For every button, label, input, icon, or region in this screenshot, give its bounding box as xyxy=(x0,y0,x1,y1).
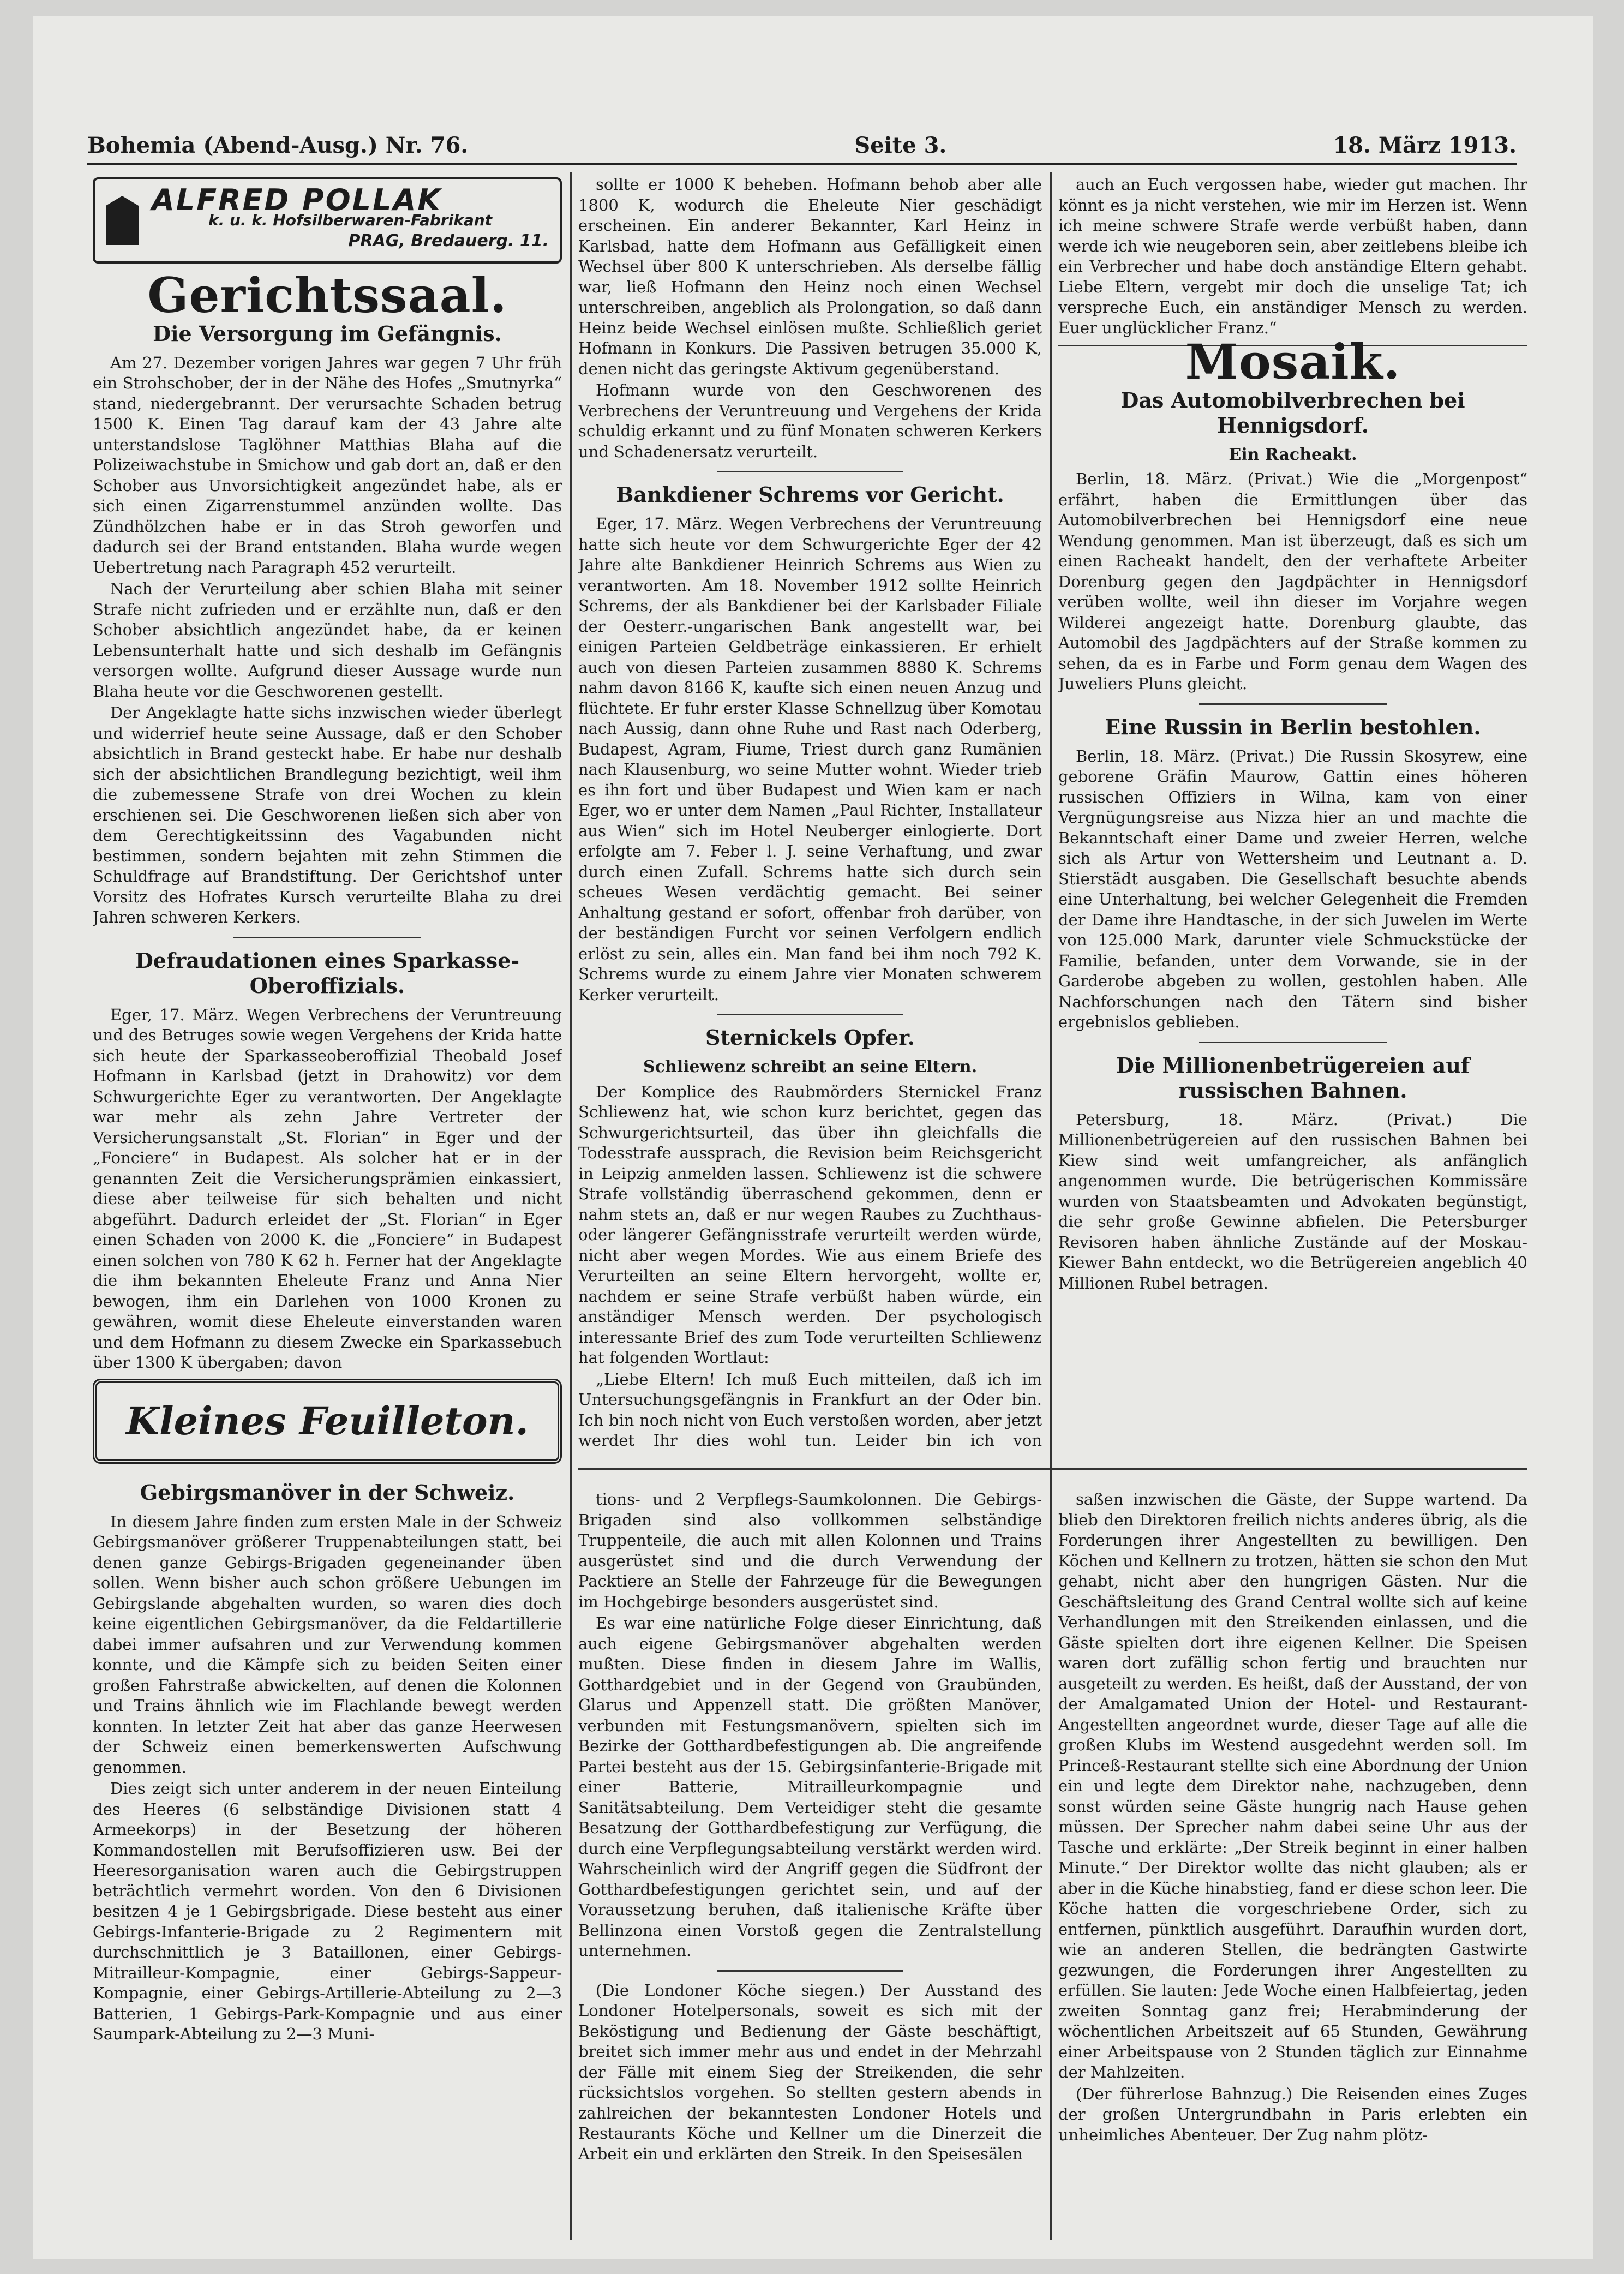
article-paragraph: Es war eine natürliche Folge dieser Einrichtung, daß auch eigene Gebirgsmanöver abgehalten werden mußten. Diese finden in diesem Jahre im Wallis, Gotthardgebiet und in der Gegend von Graubünden, Glarus und Appenzell statt. Die größten Manöver, verbunden mit Festungsmanövern, spielten sich im Bezirke der Gotthardbefestigungen ab. Die angreifende Partei besteht aus der 15. Gebirgsinfanterie-Brigade mit einer Batterie, Mitrailleurkompagnie und Sanitätsabteilung. Dem Verteidiger steht die gesamte Besatzung der Gotthardbefestigung zur Verfügung, die durch eine Verpflegungsabteilung verstärkt werden wird. Wahrscheinlich wird der Angriff gegen die Südfront der Gotthardbefestigungen gerichtet sein, und auf der Voraussetzung beruhen, daß italienische Kräfte über Bellinzona einen Vorstoß gegen die Zentralstellung unternehmen. xyxy=(578,1614,1042,1960)
header-date: 18. März 1913. xyxy=(1333,133,1517,158)
advert-name: ALFRED POLLAK xyxy=(152,182,442,217)
newspaper-page xyxy=(33,16,1593,2259)
article-divider xyxy=(717,1014,903,1015)
section-title-feuilleton: Kleines Feuilleton. xyxy=(93,1379,562,1464)
article-paragraph: Eger, 17. März. Wegen Verbrechens der Veruntreuung und des Betruges sowie wegen Vergehens der Krida hatte sich heute der Sparkasseoberoffizial Theobald Josef Hofmann in Karlsbad (jetzt in Drahowitz) vor dem Schwurgerichte Eger zu verantworten. Der Angeklagte war mehr als zehn Jahre Vertreter der Versicherungsanstalt „St. Florian“ in Eger und der „Fonciere“ in Budapest. Als solcher hat er in der genannten Zeit die Versicherungsprämien einkassiert, diese aber teilweise für sich behalten und nicht abgeführt. Dadurch erleidet der „St. Florian“ in Eger einen Schaden von 2000 K. die „Fonciere“ in Budapest einen solchen von 780 K 62 h. Ferner hat der Angeklagte die ihm bekannten Eheleute Franz und Anna Nier bewogen, ihm ein Darlehen von 1000 Kronen zu gewähren, womit diese Eheleute einverstanden waren und dem Hofmann zu diesem Zwecke ein Sparkassebuch über 1300 K übergaben; davon xyxy=(93,1005,562,1372)
article-divider xyxy=(1199,1042,1387,1043)
article-paragraph: Eger, 17. März. Wegen Verbrechens der Veruntreuung hatte sich heute vor dem Schwurgerichte Eger der 42 Jahre alte Bankdiener Heinrich Schrems aus Wien zu verantworten. Am 18. November 1912 sollte Heinrich Schrems, der als Bankdiener bei der Karlsbader Filiale der Oesterr.-ungarischen Bank angestellt war, bei einigen Parteien Geldbeträge einkassieren. Er erhielt auch von diesen Parteien zusammen 8880 K. Schrems nahm davon 8166 K, kaufte sich einen neuen Anzug und flüchtete. Er fuhr erster Klasse Schnellzug über Komotau nach Aussig, dann ohne Ruhe und Rast nach Oderberg, Budapest, Agram, Fiume, Triest durch ganz Rumänien nach Klausenburg, wo seine Mutter wohnt. Wieder trieb es ihn fort und über Budapest und Wien kam er nach Eger, wo er unter dem Namen „Paul Richter, Installateur aus Wien“ sich im Hotel Neuberger einlogierte. Dort erfolgte am 7. Feber l. J. seine Verhaftung, und zwar durch einen Zufall. Schrems hatte sich durch sein scheues Wesen verdächtig gemacht. Bei seiner Anhaltung gestand er sofort, offenbar froh darüber, von der beständigen Furcht vor seinen Verfolgern endlich erlöst zu sein, alles ein. Man fand bei ihm noch 792 K. Schrems wurde zu einem Jahre vier Monaten schwerem Kerker verurteilt. xyxy=(578,514,1042,1004)
article-paragraph: Der Angeklagte hatte sichs inzwischen wieder überlegt und widerrief heute seine Aussage, daß er den Schober absichtlich in Brand gesteckt habe. Er habe nur deshalb sich der absichtlichen Brandlegung bezichtigt, weil ihm die zubemessene Strafe von drei Wochen zu klein erschienen sei. Die Geschworenen ließen sich aber von dem Gerechtigkeitssinn des Vagabunden nicht bestimmen, sondern bejahten mit zehn Stimmen die Schuldfrage auf Brandstiftung. Der Gerichtshof unter Vorsitz des Hofrates Kursch verurteilte Blaha zu drei Jahren schweren Kerkers. xyxy=(93,703,562,926)
article-paragraph: tions- und 2 Verpflegs-Saumkolonnen. Die Gebirgs-Brigaden sind also vollkommen selbständige Truppenteile, die auch mit allen Kolonnen und Trains ausgerüstet sind und die durch Verwendung der Packtiere an Stelle der Fahrzeuge für die Bewegungen im Hochgebirge besonders ausgerüstet sind. xyxy=(578,1490,1042,1611)
section-title-gerichtssaal: Gerichtssaal. xyxy=(147,267,507,324)
column-3 xyxy=(1058,175,1527,1451)
column-rule-2 xyxy=(1050,172,1052,2240)
header-issue: Bohemia (Abend-Ausg.) Nr. 76. xyxy=(87,133,469,158)
column-rule-1 xyxy=(570,172,572,2240)
article-title-sternickel: Sternickels Opfer. xyxy=(705,1025,915,1050)
section-title-mosaik: Mosaik. xyxy=(1185,333,1401,390)
column-1 xyxy=(93,175,562,2237)
letter-paragraph-end: auch an Euch vergossen habe, wieder gut machen. Ihr könnt es ja nicht verstehen, wie mir im Herzen ist. Wenn ich meine schwere Strafe werde verbüßt haben, dann werde ich wie neugeboren sein, aber zeitlebens bleibe ich ein Verbrecher und habe doch anständige Eltern gehabt. Liebe Eltern, vergebt mir doch die unselige Tat; ich verspreche Euch, ein anständiger Mensch zu werden. Euer unglücklicher Franz.“ xyxy=(1058,175,1527,346)
article-title-schrems: Bankdiener Schrems vor Gericht. xyxy=(616,482,1004,507)
article-paragraph: Am 27. Dezember vorigen Jahres war gegen 7 Uhr früh ein Strohschober, der in der Nähe des Hofes „Smutnyrka“ stand, niedergebrannt. Der verursachte Schaden betrug 1500 K. Einen Tag darauf kam der 43 Jahre alte unterstandslose Taglöhner Matthias Blaha auf die Polizeiwachstube in Smichow und gab dort an, daß er den Schober aus Unvorsichtigkeit angezündet habe, als er sich einen Zigarrenstummel anzünden wollte. Das Zündhölzchen habe er in das Stroh geworfen und dadurch sei der Brand entstanden. Blaha wurde wegen Uebertretung nach Paragraph 452 verurteilt. xyxy=(93,353,562,577)
article-paragraph: Petersburg, 18. März. (Privat.) Die Millionenbetrügereien auf den russischen Bahnen bei Kiew sind weit umfangreicher, als anfänglich angenommen wurde. Die betrügerischen Kommissäre wurden von Staatsbeamten und Advokaten begünstigt, die sehr große Gewinne abfielen. Die Petersburger Revisoren haben ähnliche Zustände auf der Moskau-Kiewer Bahn entdeckt, wo die Betrügereien angeblich 40 Millionen Rubel betragen. xyxy=(1058,1110,1527,1292)
article-paragraph: Nach der Verurteilung aber schien Blaha mit seiner Strafe nicht zufrieden und er erzählte nun, daß er den Schober absichtlich angezündet habe, da er keinen Lebensunterhalt hatte und sich deshalb im Gefängnis versorgen wollte. Aufgrund dieser Aussage wurde nun Blaha heute vor die Geschworenen gestellt. xyxy=(93,579,562,701)
article-paragraph: Berlin, 18. März. (Privat.) Wie die „Morgenpost“ erfährt, haben die Ermittlungen über das Automobilverbrechen bei Hennigsdorf eine neue Wendung genommen. Man ist überzeugt, daß es sich um einen Racheakt handelt, den der verhaftete Arbeiter Dorenburg gegen den Jagdpächter in Hennigsdorf verüben wollte, weil ihn dieser im Vorjahre wegen Wilderei angezeigt hatte. Dorenburg glaubte, das Automobil des Jagdpächters auf der Straße kommen zu sehen, da es in Farbe und Form genau dem Wagen des Juweliers Pluns gleicht. xyxy=(1058,470,1527,693)
article-title-gebirgsmanoever: Gebirgsmanöver in der Schweiz. xyxy=(140,1480,515,1505)
article-title-automobilverbrechen: Das Automobilverbrechen bei Hennigsdorf. xyxy=(1120,387,1465,438)
article-divider xyxy=(1199,703,1387,705)
header-rule xyxy=(87,163,1517,165)
article-paragraph: (Die Londoner Köche siegen.) Der Ausstand des Londoner Hotelpersonals, soweit es sich mit der Beköstigung und Bedienung der Gäste beschäftigt, breitet sich immer mehr aus und endet in der Mehrzahl der Fälle mit einem Sieg der Streikenden, die sehr rücksichtslos vorgehen. So stellten gestern abends in zahlreichen der bekanntesten Londoner Hotels und Restaurants Köche und Kellner um die Dinerzeit die Arbeit ein und erklärten den Streik. In den Speisesälen xyxy=(578,1980,1042,2163)
article-paragraph: Hofmann wurde von den Geschworenen des Verbrechens der Veruntreuung und Vergehens der Krida schuldig erkannt und zu fünf Monaten schweren Kerkers und Schadenersatz verurteilt. xyxy=(578,381,1042,461)
advert-box xyxy=(93,177,562,264)
article-title-versorgung: Die Versorgung im Gefängnis. xyxy=(153,321,502,346)
article-subtitle: Ein Racheakt. xyxy=(1229,445,1357,464)
article-paragraph: In diesem Jahre finden zum ersten Male in der Schweiz Gebirgsmanöver größerer Truppenabteilungen statt, bei denen ganze Gebirgs-Brigaden gegeneinander üben sollen. Wenn bisher auch schon größere Uebungen im Gebirgslande abgehalten wurden, so waren dies doch keine eigentlichen Gebirgsmanöver, da die Feldartillerie dabei immer aufsahren und zur Verwendung kommen konnte, und die Kämpfe sich zu beiden Seiten einer großen Fahrstraße abwickelten, auf denen die Kolonnen und Trains ähnlich wie im Flachlande bewegt werden konnten. In letzter Zeit hat aber das ganze Heerwesen der Schweiz einen bemerkenswerten Aufschwung genommen. xyxy=(93,1512,562,1776)
advert-address: PRAG, Bredauerg. 11. xyxy=(348,231,549,250)
article-title-defraudationen: Defraudationen eines Sparkasse-Oberoffizials. xyxy=(135,948,520,998)
article-title-russin: Eine Russin in Berlin bestohlen. xyxy=(1105,714,1481,739)
column-2-lower xyxy=(578,1489,1042,2237)
article-paragraph: (Der führerlose Bahnzug.) Die Reisenden eines Zuges der großen Untergrundbahn in Paris erlebten ein unheimliches Abenteuer. Der Zug nahm plötz- xyxy=(1058,2084,1527,2144)
letter-paragraph: „Liebe Eltern! Ich muß Euch mitteilen, daß ich im Untersuchungsgefängnis in Frankfurt an der Oder bin. Ich bin noch nicht von Euch verstoßen worden, aber jetzt werdet Ihr dies wohl tun. Leider bin ich von xyxy=(578,1369,1042,1450)
advert-subtitle: k. u. k. Hofsilberwaren-Fabrikant xyxy=(208,211,493,230)
section-divider-rule xyxy=(578,1468,1527,1470)
article-paragraph: Der Komplice des Raubmörders Sternickel Franz Schliewenz hat, wie schon kurz berichtet, gegen das Schwurgerichtsurteil, das über ihn gleichfalls die Todesstrafe aussprach, die Revision beim Reichsgericht in Leipzig anmelden lassen. Schliewenz ist die schwere Strafe vollständig überraschend gekommen, denn er nahm stets an, daß er nur wegen Raubes zu Zuchthaus- oder längerer Gefängnisstrafe verurteilt werden würde, nicht aber wegen Mordes. Wie aus einem Briefe des Verurteilten an seine Eltern hervorgeht, wollte er, nachdem er seine Strafe verbüßt haben würde, ein anständiger Mensch werden. Der psychologisch interessante Brief des zum Tode verurteilten Schliewenz hat folgenden Wortlaut: xyxy=(578,1082,1042,1367)
article-paragraph: sollte er 1000 K beheben. Hofmann behob aber alle 1800 K, wodurch die Eheleute Nier geschädigt erscheinen. Ein anderer Bekannter, Karl Heinz in Karlsbad, hatte dem Hofmann aus Gefälligkeit einen Wechsel über 800 K unterschrieben. Als derselbe fällig war, ließ Hofmann den Heinz noch einen Wechsel unterschreiben, angeblich als Prolongation, so daß dann Heinz beide Wechsel einlösen mußte. Schließlich geriet Hofmann in Konkurs. Die Passiven betrugen 35.000 K, denen nicht das geringste Aktivum gegenüberstand. xyxy=(578,175,1042,378)
article-paragraph: Berlin, 18. März. (Privat.) Die Russin Skosyrew, eine geborene Gräfin Maurow, Gattin eines höheren russischen Offiziers in Wilna, kam von einer Vergnügungsreise aus Nizza hier an und machte die Bekanntschaft einer Dame und zweier Herren, welche sich als Artur von Wettersheim und Leutnant a. D. Stierstädt ausgaben. Die Gesellschaft besuchte abends eine Unterhaltung, bei welcher Gelegenheit die Fremden der Dame ihre Handtasche, in der sich Juwelen im Werte von 125.000 Mark, darunter viele Schmuckstücke der Familie, befanden, unter dem Vorwande, sie in der Garderobe abgeben zu wollen, gestohlen haben. Alle Nachforschungen nach den Tätern sind bisher ergebnislos geblieben. xyxy=(1058,746,1527,1031)
article-subtitle: Schliewenz schreibt an seine Eltern. xyxy=(643,1057,978,1076)
article-title-millionenbetrug: Die Millionenbetrügereien auf russischen Bahnen. xyxy=(1116,1052,1470,1103)
header-page-number: Seite 3. xyxy=(854,133,947,158)
article-divider xyxy=(233,937,421,938)
article-paragraph: Dies zeigt sich unter anderem in der neuen Einteilung des Heeres (6 selbständige Divisionen statt 4 Armeekorps) in der Besetzung der höheren Kommandostellen mit Berufsoffizieren usw. Bei der Heeresorganisation waren auch die Gebirgstruppen beträchtlich vermehrt worden. Von den 6 Divisionen besitzen 4 je 1 Gebirgsbrigade. Diese besteht aus einer Gebirgs-Infanterie-Brigade zu 2 Regimentern mit durchschnittlich je 3 Bataillonen, einer Gebirgs-Mitrailleur-Kompagnie, einer Gebirgs-Sappeur-Kompagnie, einer Gebirgs-Artillerie-Abteilung zu 2—3 Batterien, 1 Gebirgs-Park-Kompagnie und aus einer Saumpark-Abteilung zu 2—3 Muni- xyxy=(93,1779,562,2043)
column-3-lower xyxy=(1058,1489,1527,2237)
article-divider xyxy=(717,471,903,472)
article-divider xyxy=(717,1970,903,1972)
crown-logo-icon xyxy=(106,196,139,245)
page-header xyxy=(87,120,1517,158)
article-paragraph: saßen inzwischen die Gäste, der Suppe wartend. Da blieb den Direktoren freilich nichts anderes übrig, als die Forderungen ihrer Angestellten zu bewilligen. Den Köchen und Kellnern zu trotzen, hätten sie schon den Mut gehabt, nicht aber den hungrigen Gästen. Nur die Geschäftsleitung des Grand Central wollte sich auf keine Verhandlungen mit den Streikenden einlassen, und die Gäste spielten dort ihre eigenen Kellner. Die Speisen waren dort zufällig schon fertig und brauchten nur ausgeteilt zu werden. Es heißt, daß der Ausstand, der von der Amalgamated Union der Hotel- und Restaurant-Angestellten angeordnet wurde, dieser Tage auf alle die großen Klubs im Westend ausgedehnt werden soll. Im Princeß-Restaurant stellte sich eine Abordnung der Union ein und legte dem Direktor nahe, nachzugeben, denn sonst würden seine Gäste hungrig nach Hause gehen müssen. Der Sprecher nahm dabei seine Uhr aus der Tasche und erklärte: „Der Streik beginnt in einer halben Minute.“ Der Direktor wollte das nicht glauben; als er aber in die Küche hinabstieg, fand er diese schon leer. Die Köche hatten die vorgeschriebene Order, sich zu entfernen, pünktlich ausgeführt. Daraufhin wurden dort, wie an anderen Stellen, die bedrängten Gastwirte gezwungen, die Forderungen ihrer Angestellten zu erfüllen. Sie lauten: Jede Woche einen Halbfeiertag, jeden zweiten Sonntag ganz frei; Herabminderung der wöchentlichen Arbeitszeit auf 65 Stunden, Gewährung einer Arbeitspause von 2 Stunden täglich zur Einnahme der Mahlzeiten. xyxy=(1058,1490,1527,2081)
column-2 xyxy=(578,175,1042,1451)
